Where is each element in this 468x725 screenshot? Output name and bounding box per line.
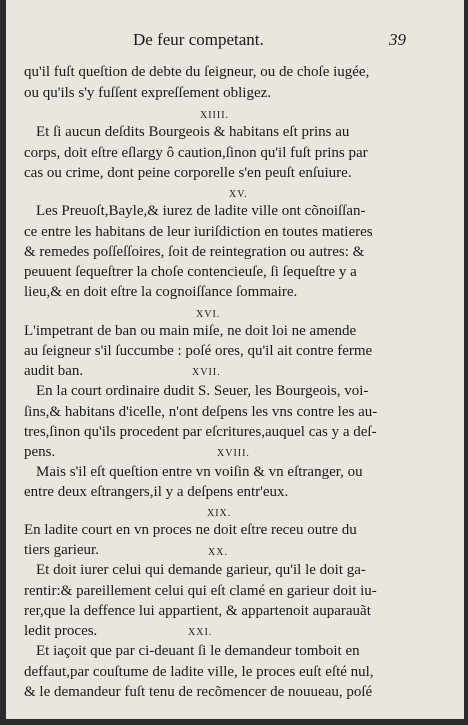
text-line: pens. bbox=[24, 444, 56, 460]
text-line: tres,ſinon qu'ils procedent par eſcritures,auquel cas y a deſ- bbox=[24, 424, 377, 440]
text-line: entre deux eſtrangers,il y a deſpens entr'eux. bbox=[24, 484, 289, 500]
text-line: corps, doit eſtre eſlargy ô caution,ſinon qu'il fuſt prins par bbox=[24, 145, 368, 161]
text-line: rer,que la deffence lui appartient, & appartenoit auparauãt bbox=[24, 603, 371, 619]
book-page bbox=[6, 0, 464, 719]
text-line: & le demandeur fuſt tenu de recõmencer de nouueau, poſé bbox=[24, 684, 373, 700]
running-header: De feur competant. bbox=[133, 30, 264, 49]
text-line: En la court ordinaire dudit S. Seuer, les Bourgeois, voi- bbox=[36, 383, 369, 399]
article-number: XIX. bbox=[207, 508, 232, 519]
text-line: rentir:& pareillement celui qui eſt clamé en garieur doit iu- bbox=[24, 583, 377, 599]
text-line: Et ſi aucun deſdits Bourgeois & habitans eſt prins au bbox=[36, 124, 350, 140]
article-number: XVIII. bbox=[217, 448, 250, 459]
page-number: 39 bbox=[389, 30, 406, 49]
text-line: ou qu'ils s'y fuſſent expreſſement obligez. bbox=[24, 85, 272, 101]
text-line: Les Preuoſt,Bayle,& iurez de ladite ville ont cõnoiſſan- bbox=[36, 203, 366, 219]
text-line: qu'il fuſt queſtion de debte du ſeigneur, ou de choſe iugée, bbox=[24, 64, 370, 80]
text-line: audit ban. bbox=[24, 363, 84, 379]
text-line: tiers garieur. bbox=[24, 542, 99, 558]
text-line: Et iaçoit que par ci-deuant ſi le demandeur tomboit en bbox=[36, 643, 360, 659]
text-line: peuuent ſequeſtrer la choſe contencieuſe, ſi ſequeſtre y a bbox=[24, 264, 357, 280]
text-line: ſins,& habitans d'icelle, n'ont deſpens les vns contre les au- bbox=[24, 404, 378, 420]
text-line: deffaut,par couſtume de ladite ville, le proces euſt eſté nul, bbox=[24, 664, 374, 680]
text-line: cas ou crime, dont peine corporelle s'en peuſt enſuiure. bbox=[24, 165, 352, 181]
text-line: Et doit iurer celui qui demande garieur, qu'il le doit ga- bbox=[36, 562, 366, 578]
article-number: XIIII. bbox=[200, 110, 230, 121]
text-line: L'impetrant de ban ou main miſe, ne doit loi ne amende bbox=[24, 323, 357, 339]
text-line: au ſeigneur s'il ſuccumbe : poſé ores, qu'il ait contre ferme bbox=[24, 343, 373, 359]
article-number: XX. bbox=[208, 547, 228, 558]
text-line: ce entre les habitans de leur iuriſdiction en toutes matieres bbox=[24, 224, 373, 240]
text-line: En ladite court en vn proces ne doit eſtre receu outre du bbox=[24, 522, 357, 538]
article-number: XVI. bbox=[196, 309, 221, 320]
article-number: XVII. bbox=[192, 367, 221, 378]
text-line: ledit proces. bbox=[24, 623, 98, 639]
article-number: XV. bbox=[229, 189, 248, 200]
text-line: Mais s'il eſt queſtion entre vn voiſin & vn eſtranger, ou bbox=[36, 464, 363, 480]
text-line: lieu,& en doit eſtre la cognoiſſance ſommaire. bbox=[24, 284, 298, 300]
text-line: & remedes poſſeſſoires, ſoit de reintegration ou autres: & bbox=[24, 244, 365, 260]
article-number: XXI. bbox=[188, 627, 213, 638]
